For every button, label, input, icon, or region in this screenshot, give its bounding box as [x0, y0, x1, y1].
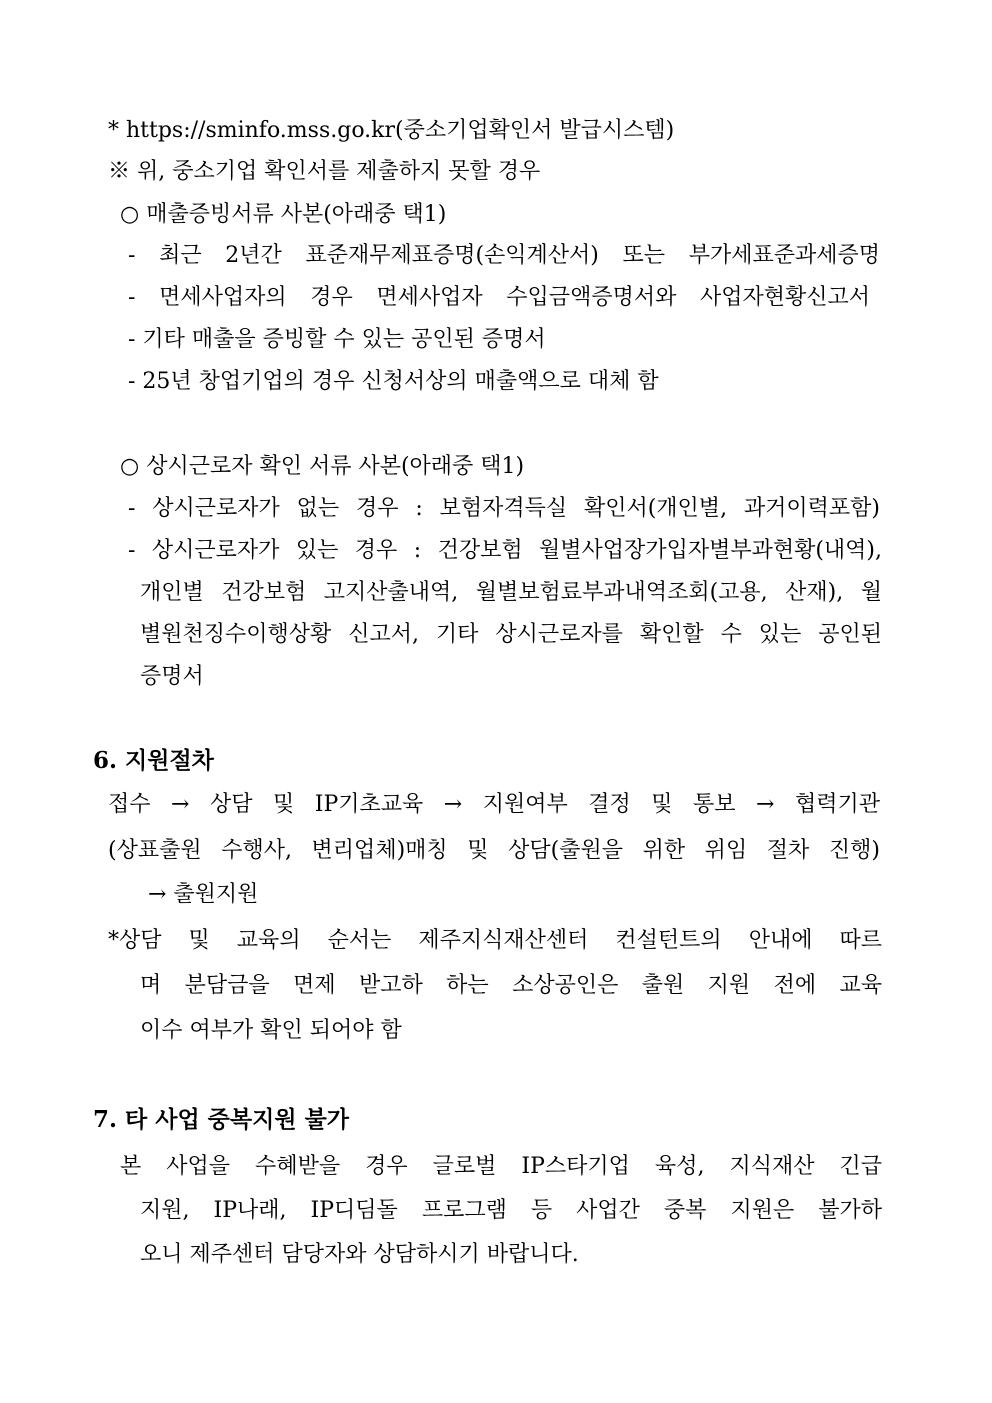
procedure-note-2: 며 분담금을 면제 받고하 하는 소상공인은 출원 지원 전에 교육: [140, 973, 882, 998]
worker-doc-item-1: - 상시근로자가 없는 경우 : 보험자격득실 확인서(개인별, 과거이력포함): [128, 496, 880, 521]
procedure-line-1: 접수 → 상담 및 IP기초교육 → 지원여부 결정 및 통보 → 협력기관: [108, 792, 880, 817]
section-7-heading: 7. 타 사업 중복지원 불가: [93, 1106, 350, 1133]
sales-doc-item-3: - 기타 매출을 증빙할 수 있는 공인된 증명서: [128, 327, 546, 352]
procedure-line-2: (상표출원 수행사, 변리업체)매칭 및 상담(출원을 위한 위임 절차 진행): [108, 838, 880, 863]
procedure-note-3: 이수 여부가 확인 되어야 함: [140, 1018, 402, 1043]
duplicate-support-line-1: 본 사업을 수혜받을 경우 글로벌 IP스타기업 육성, 지식재산 긴급: [120, 1154, 882, 1179]
sales-doc-item-2: - 면세사업자의 경우 면세사업자 수입금액증명서와 사업자현황신고서: [128, 285, 870, 310]
duplicate-support-line-3: 오니 제주센터 담당자와 상담하시기 바랍니다.: [140, 1242, 579, 1267]
section-6-heading: 6. 지원절차: [93, 747, 214, 774]
worker-docs-heading: ○ 상시근로자 확인 서류 사본(아래중 택1): [120, 454, 525, 479]
sales-doc-item-1: - 최근 2년간 표준재무제표증명(손익계산서) 또는 부가세표준과세증명: [128, 243, 880, 268]
worker-doc-item-2-cont-1: 개인별 건강보험 고지산출내역, 월별보험료부과내역조회(고용, 산재), 월: [140, 580, 882, 605]
confirmation-unavailable-note: ※ 위, 중소기업 확인서를 제출하지 못할 경우: [108, 159, 541, 184]
sales-doc-item-4: - 25년 창업기업의 경우 신청서상의 매출액으로 대체 함: [128, 369, 659, 394]
procedure-note-1: *상담 및 교육의 순서는 제주지식재산센터 컨설턴트의 안내에 따르: [108, 928, 882, 953]
procedure-line-3: → 출원지원: [148, 882, 259, 907]
duplicate-support-line-2: 지원, IP나래, IP디딤돌 프로그램 등 사업간 중복 지원은 불가하: [140, 1198, 882, 1223]
sales-docs-heading: ○ 매출증빙서류 사본(아래중 택1): [120, 202, 447, 227]
worker-doc-item-2-cont-3: 증명서: [140, 664, 204, 689]
worker-doc-item-2: - 상시근로자가 있는 경우 : 건강보험 월별사업장가입자별부과현황(내역),: [128, 538, 882, 563]
sminfo-url-note: * https://sminfo.mss.go.kr(중소기업확인서 발급시스템): [108, 118, 675, 143]
worker-doc-item-2-cont-2: 별원천징수이행상황 신고서, 기타 상시근로자를 확인할 수 있는 공인된: [140, 622, 882, 647]
